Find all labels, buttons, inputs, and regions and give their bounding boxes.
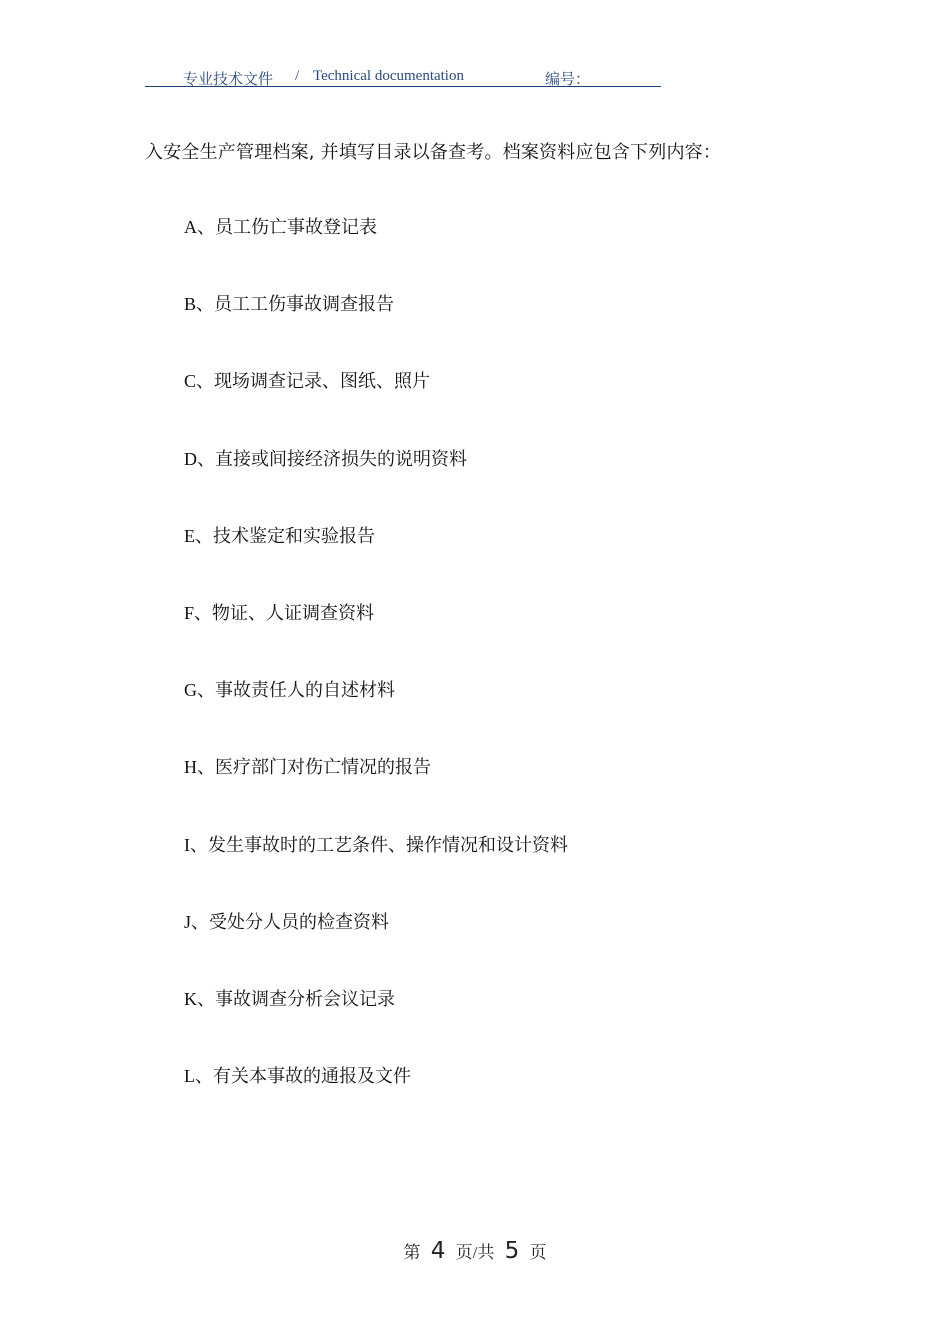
list-item-letter: H xyxy=(184,757,197,778)
list-item-text: 、有关本事故的通报及文件 xyxy=(195,1066,411,1088)
list-item-text: 、技术鉴定和实验报告 xyxy=(195,525,375,547)
list-item xyxy=(184,214,568,291)
list-item-letter: C xyxy=(184,371,197,392)
list-item-letter: A xyxy=(184,217,197,237)
header-title-cn: 专业技术文件 xyxy=(183,72,274,88)
list-item-letter: I xyxy=(184,834,190,855)
list-item-letter: B xyxy=(184,294,197,315)
list-item xyxy=(184,754,568,831)
list-item xyxy=(184,291,568,368)
list-item xyxy=(184,677,568,754)
list-item xyxy=(184,832,568,909)
intro-paragraph: 入安全生产管理档案, 并填写目录以备查考。档案资料应包含下列内容： xyxy=(145,142,722,163)
list-item-letter: F xyxy=(184,602,195,623)
list-item xyxy=(184,600,568,677)
list-item-text: 、员工工伤事故调查报告 xyxy=(196,294,395,316)
list-item-text: 、受处分人员的检查资料 xyxy=(191,911,390,933)
header-number-label: 编号： xyxy=(545,72,591,88)
list-item xyxy=(184,446,568,523)
list-item xyxy=(184,986,568,1063)
header-separator: / xyxy=(295,68,300,84)
list-item-letter: G xyxy=(184,680,197,701)
list-item-text: 、发生事故时的工艺条件、操作情况和设计资料 xyxy=(190,834,568,856)
list-item-text: 、员工伤亡事故登记表 xyxy=(197,217,377,238)
list-item-letter: J xyxy=(184,911,192,932)
list-item xyxy=(184,523,568,600)
list-item-letter: L xyxy=(184,1066,195,1087)
list-item-text: 、医疗部门对伤亡情况的报告 xyxy=(197,757,431,779)
list-item-text: 、直接或间接经济损失的说明资料 xyxy=(197,448,467,470)
current-page-number: 4 xyxy=(430,1238,446,1264)
list-item-letter: E xyxy=(184,525,195,546)
list-item-text: 、事故调查分析会议记录 xyxy=(197,988,395,1010)
list-item-text: 、现场调查记录、图纸、照片 xyxy=(196,371,431,393)
page-header xyxy=(145,66,661,87)
total-pages-number: 5 xyxy=(504,1238,520,1264)
list-item xyxy=(184,368,568,445)
list-item-letter: D xyxy=(184,448,197,469)
list-item xyxy=(184,909,568,986)
page-footer xyxy=(0,1238,950,1264)
footer-middle: 页/共 xyxy=(455,1243,495,1262)
list-item-text: 、事故责任人的自述材料 xyxy=(197,680,395,702)
document-list xyxy=(184,214,568,1140)
list-item-text: 、物证、人证调查资料 xyxy=(194,602,375,624)
list-item-letter: K xyxy=(184,988,197,1009)
header-title-en: Technical documentation xyxy=(313,68,464,84)
footer-suffix: 页 xyxy=(529,1243,547,1262)
footer-prefix: 第 xyxy=(403,1243,421,1262)
list-item xyxy=(184,1063,568,1140)
